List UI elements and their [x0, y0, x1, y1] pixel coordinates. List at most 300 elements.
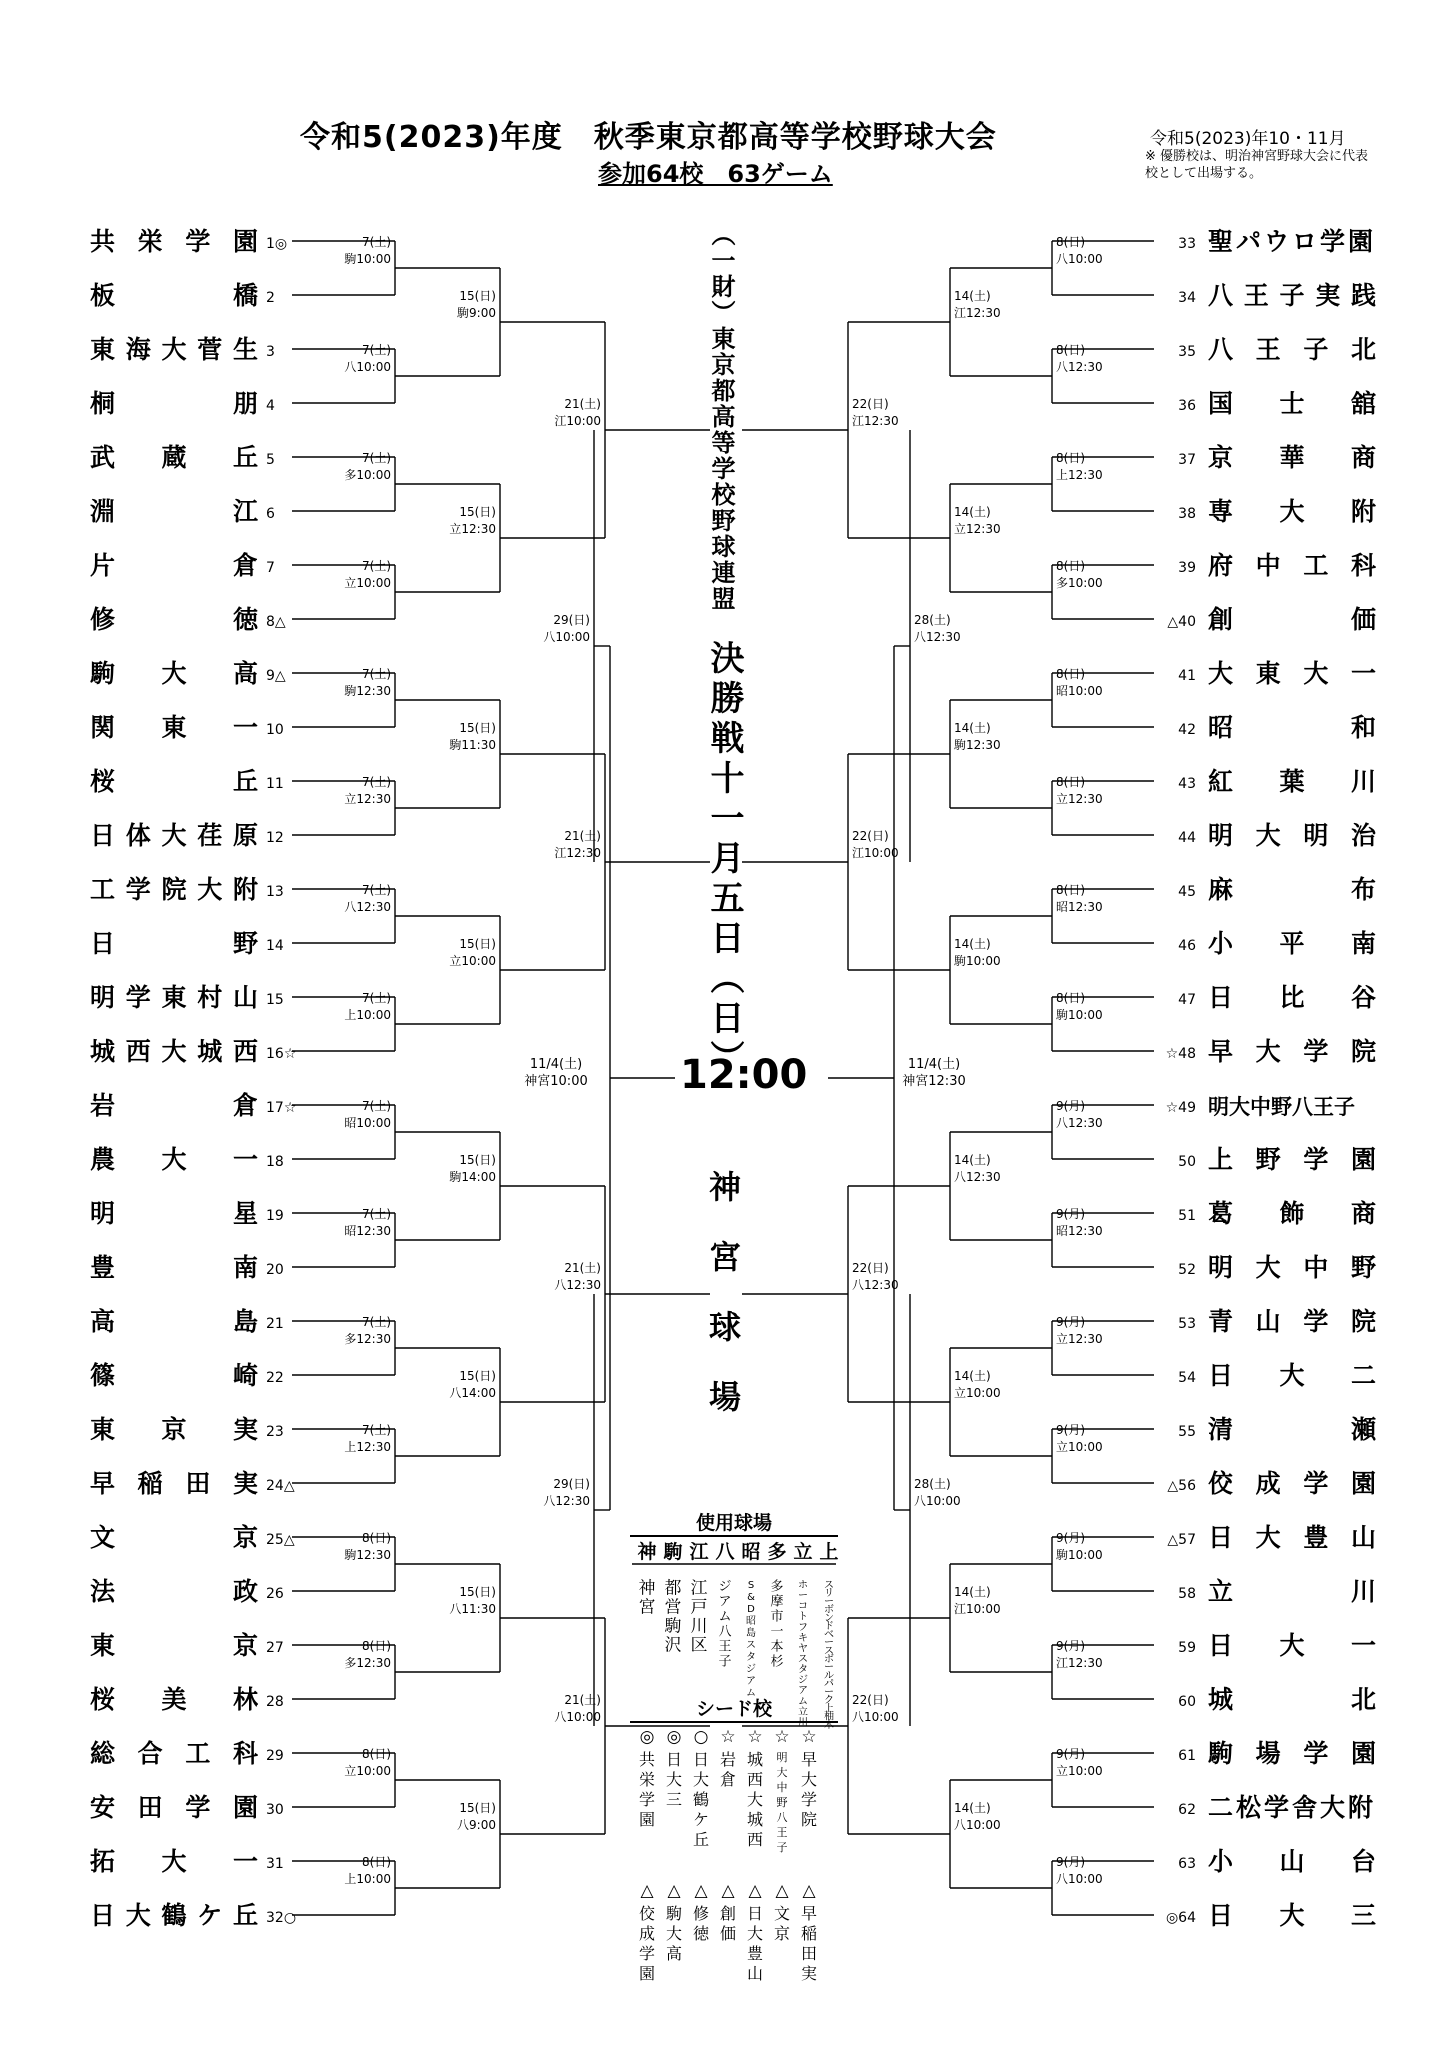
right-team-name-char: 大: [1279, 1361, 1305, 1390]
left-team-name-char: 荏: [197, 821, 223, 850]
right-seed-number: 45: [1178, 884, 1196, 900]
right-match-venue: 八12:30: [852, 1278, 899, 1292]
right-team-name-char: 野: [1255, 1145, 1281, 1174]
left-seed-number: 28: [266, 1694, 284, 1710]
left-seed-number: 32○: [266, 1910, 297, 1926]
right-team-name-char: 川: [1350, 767, 1377, 796]
left-team-name-char: 南: [232, 1253, 259, 1282]
seed-school-char: 学: [800, 1789, 818, 1809]
right-team-name-char: 中: [1255, 551, 1281, 580]
left-match-venue: 多12:30: [344, 1656, 391, 1670]
right-seed-number: 53: [1178, 1316, 1196, 1332]
left-match-date: 21(土): [564, 829, 601, 843]
left-team-name-char: 板: [89, 281, 116, 310]
right-match-venue: 八12:30: [914, 630, 961, 644]
venue-name-char: ボ: [824, 1604, 834, 1616]
left-team-name-char: 篠: [89, 1361, 116, 1390]
right-match-venue: 八10:00: [954, 1818, 1001, 1832]
seed-school-char: 駒: [665, 1903, 683, 1923]
right-team-name-char: 一: [1350, 1631, 1377, 1660]
right-team-name-char: 園: [1350, 1739, 1377, 1768]
right-team-name-char: 比: [1279, 983, 1305, 1012]
venue-name-char: D: [747, 1604, 755, 1615]
right-team-name-char: 小: [1207, 1847, 1234, 1876]
left-team-name-char: 崎: [232, 1361, 259, 1390]
left-seed-number: 27: [266, 1640, 284, 1656]
seed-school-char: 栄: [638, 1769, 656, 1789]
right-team-name-char: 京: [1207, 443, 1234, 472]
right-team-name-char: 国: [1207, 389, 1234, 418]
left-seed-number: 6: [266, 506, 275, 522]
venue-name-char: ジ: [798, 1675, 808, 1687]
right-team-name-char: 学: [1303, 1037, 1329, 1066]
right-seed-number: 63: [1178, 1856, 1196, 1872]
venue-name-char: 子: [718, 1654, 732, 1670]
left-seed-number: 9△: [266, 668, 286, 684]
left-team-name-char: 徳: [232, 605, 259, 634]
right-team-name-char: 府: [1207, 551, 1234, 580]
seed-school-char: 野: [776, 1795, 788, 1809]
right-team-name-char: 麻: [1207, 875, 1234, 904]
left-team-name-char: 駒: [89, 659, 116, 688]
right-team-name-char: 二: [1350, 1361, 1377, 1390]
left-seed-number: 7: [266, 560, 275, 576]
left-team-name-char: 高: [89, 1307, 116, 1336]
left-match-date: 7(土): [362, 991, 391, 1005]
venue-name-char: ン: [824, 1612, 834, 1624]
right-match-venue: 駒10:00: [1056, 1008, 1103, 1022]
right-seed-number: △56: [1167, 1478, 1196, 1494]
left-seed-number: 26: [266, 1586, 284, 1602]
venue-name-char: 戸: [690, 1597, 708, 1618]
venue-name-char: 木: [824, 1719, 834, 1731]
right-match-date: 9(月): [1056, 1855, 1085, 1869]
right-team-name-char: 専: [1207, 497, 1234, 526]
right-match-date: 9(月): [1056, 1423, 1085, 1437]
right-seed-number: 51: [1178, 1208, 1196, 1224]
venue-name-char: ム: [746, 1688, 756, 1699]
left-match-venue: 八10:00: [554, 1710, 601, 1724]
left-match-venue: 八10:00: [344, 360, 391, 374]
venue-name-char: 摩: [770, 1594, 784, 1610]
seed-school-char: 西: [746, 1829, 764, 1849]
seed-mark: △: [775, 1881, 789, 1901]
right-team-name-char: 明: [1207, 821, 1234, 850]
right-match-date: 9(月): [1056, 1639, 1085, 1653]
right-seed-number: 61: [1178, 1748, 1196, 1764]
right-team-name-char: 場: [1255, 1739, 1281, 1768]
right-match-venue: 駒12:30: [954, 738, 1001, 752]
page-title: 令和5(2023)年度 秋季東京都高等学校野球大会: [300, 120, 997, 155]
venue-name-char: 営: [664, 1597, 682, 1618]
right-match-venue: 立12:30: [954, 522, 1001, 536]
venue-name-char: 柚: [824, 1711, 834, 1723]
right-seed-number: 55: [1178, 1424, 1196, 1440]
left-match-date: 29(日): [553, 1477, 590, 1491]
left-team-name-char: 山: [232, 983, 259, 1012]
right-match-venue: 昭12:30: [1056, 1224, 1103, 1238]
right-team-name-char: 王: [1255, 335, 1281, 364]
venue-abbr: 八: [715, 1541, 735, 1563]
left-match-date: 7(土): [362, 775, 391, 789]
left-match-venue: 駒12:30: [344, 684, 391, 698]
seed-mark: △: [640, 1881, 654, 1901]
venue-name-char: ス: [746, 1640, 756, 1651]
right-seed-number: 60: [1178, 1694, 1196, 1710]
right-team-name-char: 上: [1207, 1145, 1234, 1174]
venue-name-char: 神: [638, 1578, 656, 1599]
left-team-name-char: 生: [232, 335, 259, 364]
left-match-date: 7(土): [362, 667, 391, 681]
left-team-name-char: 工: [185, 1739, 211, 1768]
right-match-venue: 江10:00: [954, 1602, 1001, 1616]
right-team-name-char: 大: [1255, 1037, 1281, 1066]
seed-school-char: 鶴: [692, 1789, 710, 1809]
left-semifinal-date: 11/4(土): [529, 1057, 583, 1072]
right-seed-number: △40: [1167, 614, 1196, 630]
left-seed-number: 22: [266, 1370, 284, 1386]
left-seed-number: 31: [266, 1856, 284, 1872]
venue-name-char: 川: [798, 1717, 808, 1729]
left-match-date: 7(土): [362, 235, 391, 249]
left-team-name-char: 星: [232, 1199, 259, 1228]
left-seed-number: 29: [266, 1748, 284, 1764]
right-match-date: 9(月): [1056, 1531, 1085, 1545]
venue-name-char: 上: [824, 1703, 834, 1715]
right-match-venue: 昭12:30: [1056, 900, 1103, 914]
left-team-name-char: 政: [232, 1577, 259, 1606]
venue-name-char: ア: [798, 1685, 808, 1697]
right-match-venue: 江10:00: [852, 846, 899, 860]
venue-name-char: 島: [746, 1628, 756, 1639]
right-seed-number: 47: [1178, 992, 1196, 1008]
left-match-date: 15(日): [459, 505, 496, 519]
venue-name-char: 沢: [664, 1635, 682, 1656]
seed-school-char: 城: [746, 1809, 764, 1829]
right-seed-number: 37: [1178, 452, 1196, 468]
right-match-date: 9(月): [1056, 1315, 1085, 1329]
venue-name-char: ム: [798, 1696, 808, 1708]
left-team-name-char: 一: [232, 1145, 259, 1174]
venue-name-char: ー: [824, 1686, 834, 1698]
left-team-name-char: 西: [232, 1037, 259, 1066]
right-team-name-char: 野: [1350, 1253, 1377, 1282]
venue-name-char: 川: [690, 1616, 708, 1637]
left-match-venue: 八11:30: [449, 1602, 496, 1616]
left-team-name-char: 大: [161, 821, 187, 850]
seed-school-char: 院: [800, 1809, 818, 1829]
left-match-date: 15(日): [459, 289, 496, 303]
seed-legend-title: シード校: [630, 1694, 838, 1723]
right-seed-number: 52: [1178, 1262, 1196, 1278]
right-team-name-char: 山: [1279, 1847, 1305, 1876]
venue-abbr: 立: [793, 1541, 813, 1563]
left-team-name-char: ケ: [197, 1901, 223, 1930]
right-match-venue: 多10:00: [1056, 576, 1103, 590]
venue-name-char: 江: [690, 1578, 708, 1599]
seed-school-char: 日: [746, 1903, 764, 1923]
right-team-name-char: 工: [1303, 551, 1329, 580]
right-match-venue: 八12:30: [1056, 360, 1103, 374]
left-team-name-char: 拓: [89, 1847, 116, 1876]
venue-abbr: 多: [767, 1541, 787, 1563]
left-team-name-char: 大: [197, 875, 223, 904]
left-team-name-char: 京: [232, 1631, 259, 1660]
left-match-venue: 八10:00: [543, 630, 590, 644]
venue-name-char: ジ: [746, 1664, 756, 1675]
venue-legend-title: 使用球場: [630, 1508, 838, 1537]
venue-name-char: 一: [770, 1624, 784, 1640]
right-team-name-char: 川: [1350, 1577, 1377, 1606]
venue-name-char: 王: [718, 1639, 732, 1655]
venue-name-char: 杉: [770, 1654, 784, 1670]
right-team-name-char: 日: [1207, 1361, 1234, 1390]
left-team-name-char: 鶴: [161, 1901, 187, 1930]
left-match-date: 7(土): [362, 1315, 391, 1329]
left-team-name-char: 蔵: [161, 443, 187, 472]
left-seed-number: 8△: [266, 614, 286, 630]
right-match-date: 9(月): [1056, 1099, 1085, 1113]
right-match-date: 28(土): [914, 613, 951, 627]
venue-name-char: タ: [746, 1652, 756, 1663]
left-seed-number: 25△: [266, 1532, 295, 1548]
venue-name-char: ー: [798, 1590, 808, 1602]
right-team-name-char: 日: [1207, 1631, 1234, 1660]
right-match-date: 14(土): [954, 937, 991, 951]
right-team-name-char: 葛: [1207, 1199, 1234, 1228]
organizer-label: （一財）東京都高等学校野球連盟: [707, 222, 735, 612]
venue-name-char: ア: [718, 1594, 732, 1610]
right-seed-number: 36: [1178, 398, 1196, 414]
left-match-venue: 八12:30: [554, 1278, 601, 1292]
seed-school-char: 大: [746, 1923, 764, 1943]
venue-name-char: ベ: [824, 1629, 834, 1641]
right-match-date: 8(日): [1056, 451, 1085, 465]
seed-school-char: 西: [746, 1769, 764, 1789]
left-seed-number: 15: [266, 992, 284, 1008]
venue-name-char: ス: [824, 1580, 834, 1591]
seed-school-char: ケ: [692, 1809, 710, 1829]
left-match-date: 7(土): [362, 343, 391, 357]
left-match-venue: 立12:30: [449, 522, 496, 536]
right-match-date: 14(土): [954, 1153, 991, 1167]
left-team-name-char: 安: [89, 1793, 116, 1822]
right-seed-number: ◎64: [1165, 1910, 1196, 1926]
seed-school-char: 京: [773, 1923, 791, 1943]
left-match-date: 8(日): [362, 1855, 391, 1869]
right-seed-number: 50: [1178, 1154, 1196, 1170]
venue-name-char: ル: [824, 1670, 834, 1682]
right-team-name-char: 価: [1350, 605, 1377, 634]
left-match-venue: 八12:30: [543, 1494, 590, 1508]
right-match-venue: 八10:00: [1056, 1872, 1103, 1886]
right-team-name-char: 八: [1207, 281, 1234, 310]
right-team-name-char: 大: [1207, 659, 1234, 688]
right-team-name-char: 青: [1207, 1307, 1234, 1336]
seed-school-char: 学: [638, 1789, 656, 1809]
seed-school-char: 王: [776, 1825, 788, 1839]
left-team-name-char: 実: [232, 1469, 259, 1498]
seed-school-char: 実: [800, 1963, 818, 1983]
right-team-name: 明大中野八王子: [1208, 1095, 1355, 1119]
seed-school-char: 佼: [638, 1903, 656, 1923]
venue-name-char: 宮: [638, 1597, 656, 1618]
seed-school-char: 八: [776, 1810, 788, 1824]
right-match-date: 8(日): [1056, 991, 1085, 1005]
right-match-venue: 立10:00: [1056, 1764, 1103, 1778]
left-team-name-char: 豊: [89, 1253, 116, 1282]
right-team-name-char: 大: [1303, 659, 1329, 688]
left-team-name-char: 稲: [137, 1469, 163, 1498]
seed-school-char: 岩: [719, 1749, 737, 1769]
seed-school-char: 日: [692, 1749, 710, 1769]
left-match-date: 7(土): [362, 883, 391, 897]
left-team-name-char: 橋: [232, 281, 259, 310]
left-match-venue: 立10:00: [344, 576, 391, 590]
left-team-name-char: 学: [125, 875, 151, 904]
right-seed-number: △57: [1167, 1532, 1196, 1548]
right-team-name-char: 大: [1255, 821, 1281, 850]
right-team-name-char: 平: [1279, 929, 1305, 958]
left-team-name-char: 江: [232, 497, 259, 526]
left-match-date: 8(日): [362, 1639, 391, 1653]
left-team-name-char: 東: [161, 983, 187, 1012]
right-team-name-char: 佼: [1207, 1469, 1234, 1498]
right-match-venue: 江12:30: [1056, 1656, 1103, 1670]
left-team-name-char: 学: [185, 1793, 211, 1822]
seed-mark: ☆: [801, 1727, 817, 1747]
left-team-name-char: 院: [161, 875, 187, 904]
left-team-name-char: 一: [232, 1847, 259, 1876]
left-team-name-char: 体: [125, 821, 151, 850]
left-team-name-char: 大: [161, 335, 187, 364]
left-match-venue: 駒12:30: [344, 1548, 391, 1562]
left-semifinal-venue: 神宮10:00: [524, 1074, 588, 1089]
left-match-date: 29(日): [553, 613, 590, 627]
right-match-venue: 八12:30: [954, 1170, 1001, 1184]
left-team-name-char: 工: [89, 875, 116, 904]
left-team-name-char: 栄: [137, 227, 163, 256]
right-team-name-char: 谷: [1350, 983, 1377, 1012]
right-team-name-char: 創: [1207, 605, 1234, 634]
left-match-date: 7(土): [362, 451, 391, 465]
venue-name-char: ー: [824, 1662, 834, 1674]
right-match-date: 14(土): [954, 289, 991, 303]
right-team-name-char: 早: [1207, 1037, 1234, 1066]
right-match-date: 8(日): [1056, 343, 1085, 357]
left-team-name-char: 丘: [232, 767, 259, 796]
right-team-name-char: 子: [1279, 281, 1305, 310]
final-date-label: 決勝戦十一月五日（日）: [704, 640, 744, 1080]
right-team-name-char: 紅: [1207, 767, 1234, 796]
venue-name-char: ド: [824, 1621, 834, 1633]
right-match-date: 8(日): [1056, 667, 1085, 681]
right-seed-number: ☆48: [1165, 1046, 1196, 1062]
left-team-name-char: 実: [232, 1415, 259, 1444]
right-match-venue: 駒10:00: [954, 954, 1001, 968]
winner-note: ※ 優勝校は、明治神宮野球大会に代表校として出場する。: [1145, 149, 1369, 181]
right-seed-number: 43: [1178, 776, 1196, 792]
seed-school-char: 共: [638, 1749, 656, 1769]
right-team-name-char: 日: [1207, 1901, 1234, 1930]
right-match-venue: 立12:30: [1056, 792, 1103, 806]
seed-school-char: 早: [800, 1749, 818, 1769]
right-match-venue: 立12:30: [1056, 1332, 1103, 1346]
left-team-name-char: 大: [125, 1901, 151, 1930]
left-seed-number: 21: [266, 1316, 284, 1332]
left-match-venue: 八12:30: [344, 900, 391, 914]
seed-school-char: 山: [746, 1963, 764, 1983]
left-match-venue: 昭12:30: [344, 1224, 391, 1238]
venue-name-char: ボ: [824, 1654, 834, 1665]
left-team-name-char: 美: [161, 1685, 187, 1714]
seed-school-char: 価: [719, 1923, 737, 1943]
left-team-name-char: 片: [89, 551, 116, 580]
left-seed-number: 16☆: [266, 1046, 297, 1062]
left-team-name-char: 菅: [197, 335, 223, 364]
left-match-date: 21(土): [564, 397, 601, 411]
right-seed-number: 38: [1178, 506, 1196, 522]
left-team-name-char: 田: [137, 1793, 163, 1822]
right-match-date: 8(日): [1056, 559, 1085, 573]
right-seed-number: 58: [1178, 1586, 1196, 1602]
seed-mark: △: [721, 1881, 735, 1901]
right-seed-number: 39: [1178, 560, 1196, 576]
right-team-name-char: 山: [1255, 1307, 1281, 1336]
left-team-name-char: 科: [232, 1739, 259, 1768]
right-team-name-char: 豊: [1303, 1523, 1329, 1552]
seed-school-char: 修: [692, 1903, 710, 1923]
seed-school-char: 大: [800, 1769, 818, 1789]
right-team-name-char: 王: [1243, 281, 1269, 310]
venue-abbr: 江: [689, 1541, 709, 1563]
seed-mark: ☆: [747, 1727, 763, 1747]
right-match-date: 14(土): [954, 505, 991, 519]
right-seed-number: 54: [1178, 1370, 1196, 1386]
left-match-date: 15(日): [459, 1585, 496, 1599]
right-seed-number: 41: [1178, 668, 1196, 684]
seed-mark: ◎: [666, 1727, 682, 1747]
right-match-date: 22(日): [852, 829, 889, 843]
right-team-name-char: 明: [1303, 821, 1329, 850]
right-team-name-char: 学: [1303, 1145, 1329, 1174]
right-team-name-char: 践: [1350, 281, 1377, 310]
right-team-name-char: 舘: [1350, 389, 1377, 418]
left-match-venue: 駒14:00: [449, 1170, 496, 1184]
right-semifinal-venue: 神宮12:30: [902, 1074, 966, 1089]
venue-abbr: 上: [819, 1541, 839, 1563]
right-match-venue: 立10:00: [1056, 1440, 1103, 1454]
left-team-name-char: 明: [89, 983, 116, 1012]
right-semifinal-date: 11/4(土): [907, 1057, 961, 1072]
seed-school-char: 成: [638, 1923, 656, 1943]
right-match-venue: 八10:00: [852, 1710, 899, 1724]
right-team-name-char: 院: [1350, 1307, 1377, 1336]
right-seed-number: 62: [1178, 1802, 1196, 1818]
right-match-venue: 上12:30: [1056, 468, 1103, 482]
left-seed-number: 23: [266, 1424, 284, 1440]
right-team-name-char: 日: [1207, 983, 1234, 1012]
venue-name-char: コ: [798, 1601, 808, 1613]
left-team-name-char: 園: [232, 227, 259, 256]
left-match-venue: 江10:00: [554, 414, 601, 428]
right-seed-number: 34: [1178, 290, 1196, 306]
left-team-name-char: 日: [89, 821, 116, 850]
left-seed-number: 1◎: [266, 236, 288, 252]
seed-mark: ☆: [774, 1727, 790, 1747]
right-match-date: 28(土): [914, 1477, 951, 1491]
left-match-date: 7(土): [362, 1423, 391, 1437]
